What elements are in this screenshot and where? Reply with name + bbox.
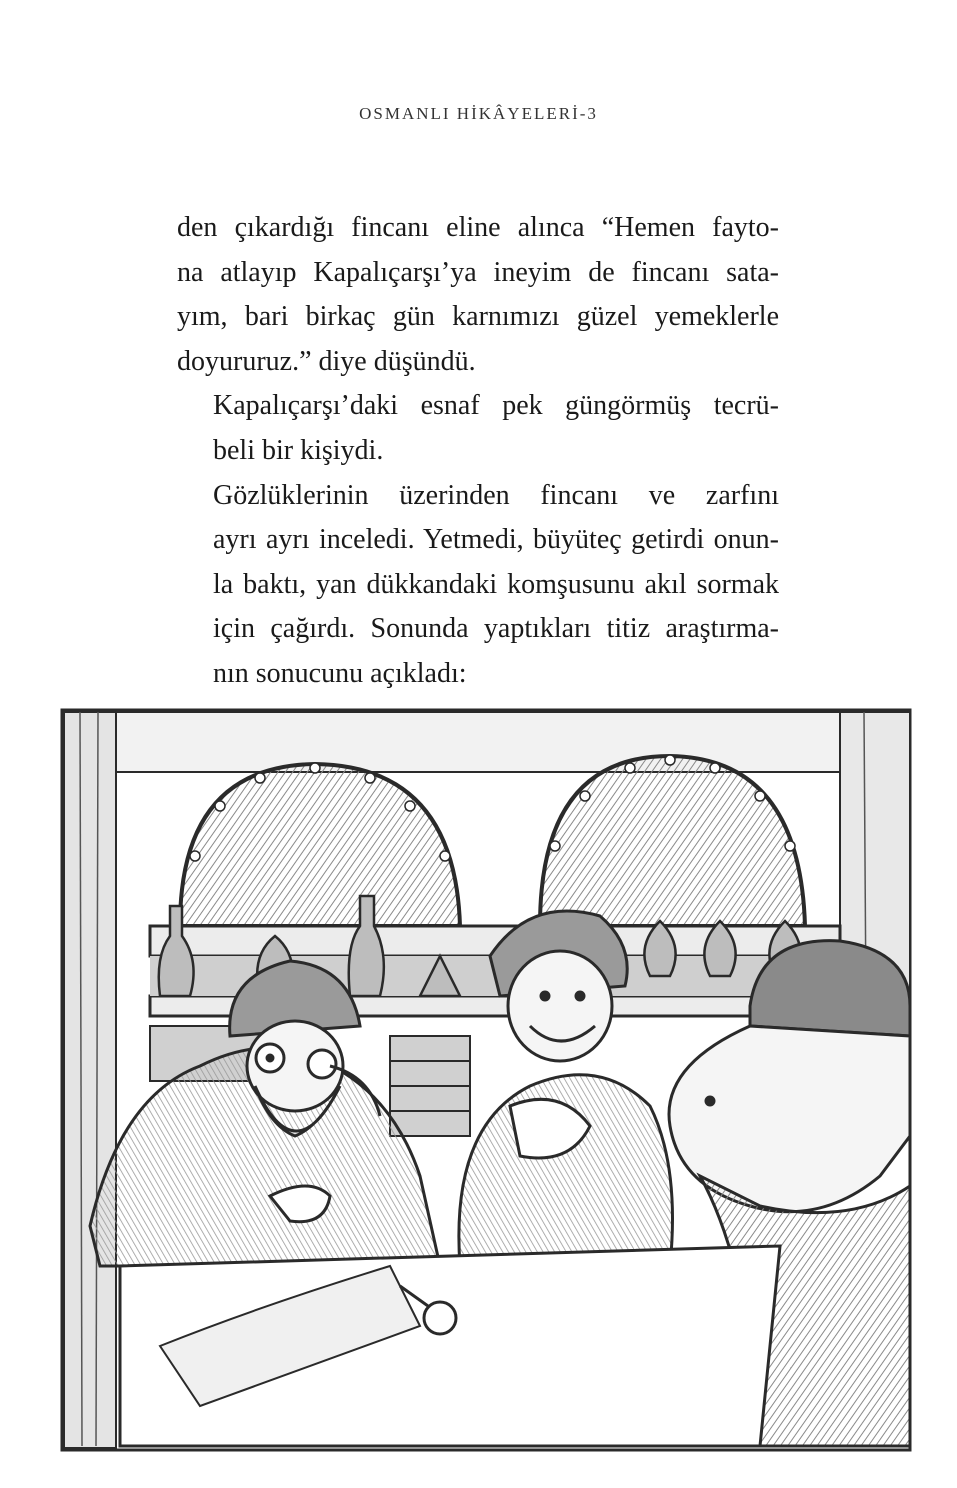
text-line: na atlayıp Kapalıçarşı’ya ineyim de fincanı sata- — [177, 256, 779, 288]
text-line: doyururuz.” diye düşündü. — [177, 345, 476, 377]
illustration-shop-scene — [60, 706, 912, 1454]
paragraph-2 — [177, 384, 779, 473]
text-line: Gözlüklerinin üzerinden fincanı ve zarfını — [213, 479, 779, 511]
paragraph-1 — [177, 206, 779, 384]
text-line: yım, bari birkaç gün karnımızı güzel yemeklerle — [177, 301, 779, 333]
text-line: nın sonucunu açıkladı: — [213, 657, 467, 689]
decorative-band — [116, 712, 840, 772]
text-line: için çağırdı. Sonunda yaptıkları titiz araştırma- — [213, 613, 779, 645]
curtain-left — [64, 712, 116, 1448]
magnifier — [424, 1302, 456, 1334]
text-line: Kapalıçarşı’daki esnaf pek güngörmüş tecrü- — [213, 390, 779, 422]
text-line: la baktı, yan dükkandaki komşusunu akıl sormak — [213, 568, 779, 600]
running-header: OSMANLI HİKÂYELERİ-3 — [359, 104, 598, 123]
illustration-svg — [60, 706, 912, 1454]
text-line: ayrı ayrı inceledi. Yetmedi, büyüteç getirdi onun- — [213, 524, 779, 556]
paragraph-3 — [177, 474, 779, 697]
text-line: beli bir kişiydi. — [213, 434, 384, 466]
body-text — [177, 206, 779, 697]
text-line: den çıkardığı fincanı eline alınca “Hemen fayto- — [177, 212, 779, 243]
